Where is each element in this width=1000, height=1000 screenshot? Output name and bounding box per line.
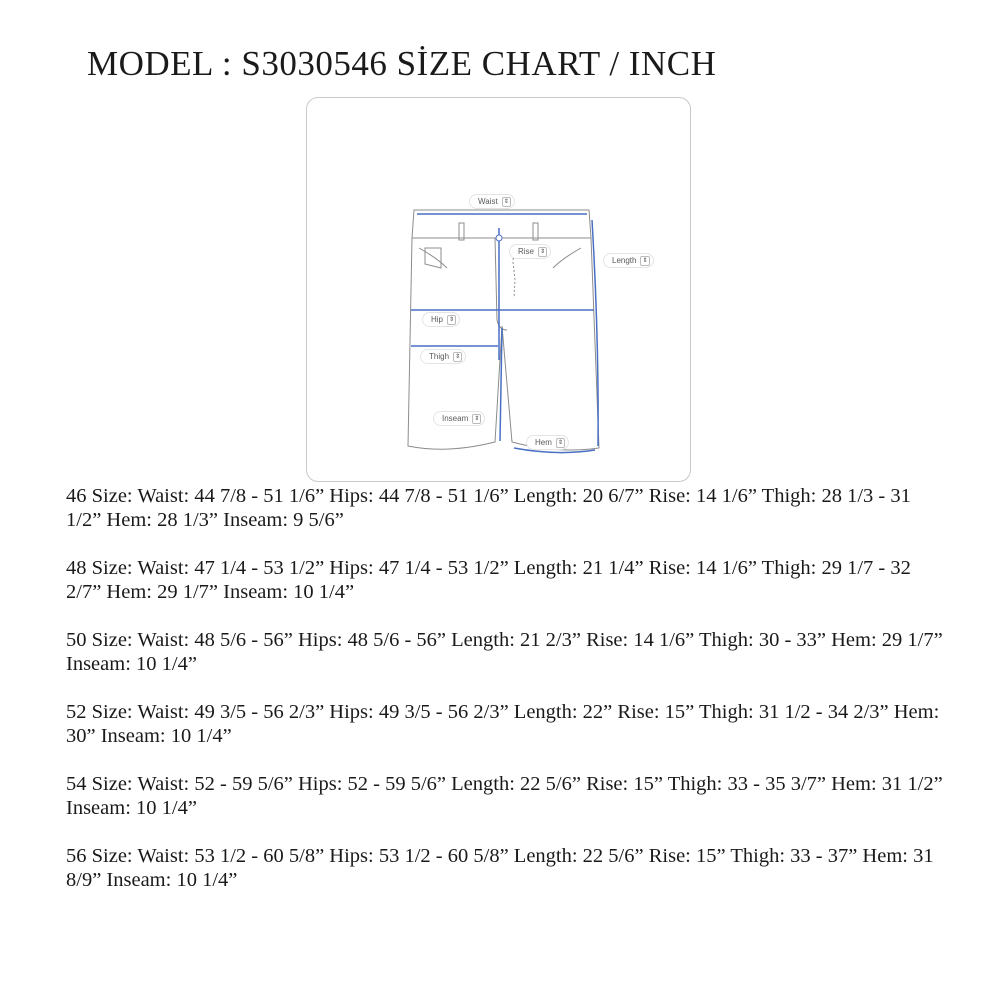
size-entry-50: 50 Size: Waist: 48 5/6 - 56” Hips: 48 5/6 - 56” Length: 21 2/3” Rise: 14 1/6” Thigh: 30 - 33” Hem: 29 1/7” Inseam: 10 1/4”: [66, 629, 943, 675]
label-hem: Hem ⇕: [527, 436, 568, 449]
pocket-left: [419, 248, 447, 268]
pocket-right: [553, 248, 581, 268]
fly-seam: [495, 238, 507, 330]
stepper-icon: ⇕: [474, 415, 480, 422]
label-thigh: Thigh ⇕: [421, 350, 465, 363]
label-length: Length ⇕: [604, 254, 653, 267]
rise-marker: [496, 235, 502, 241]
size-entry-48: 48 Size: Waist: 47 1/4 - 53 1/2” Hips: 47 1/4 - 53 1/2” Length: 21 1/4” Rise: 14 1/6” Thigh: 29 1/7 - 32 2/7” Hem: 29 1/7” Inseam: 10 1/4”: [66, 557, 911, 603]
stepper-icon: ⇕: [557, 439, 563, 446]
label-inseam: Inseam ⇕: [434, 412, 484, 425]
size-entry-56: 56 Size: Waist: 53 1/2 - 60 5/8” Hips: 53 1/2 - 60 5/8” Length: 22 5/6” Rise: 15” Thigh: 33 - 37” Hem: 31 8/9” Inseam: 10 1/4”: [66, 845, 934, 891]
stepper-icon: ⇕: [503, 198, 509, 205]
size-entry-52: 52 Size: Waist: 49 3/5 - 56 2/3” Hips: 49 3/5 - 56 2/3” Length: 22” Rise: 15” Thigh: 31 1/2 - 34 2/3” Hem: 30” Inseam: 10 1/4”: [66, 701, 940, 747]
stepper-icon: ⇕: [455, 353, 461, 360]
inseam-measure: [500, 328, 502, 441]
stepper-icon: ⇕: [540, 248, 546, 255]
label-waist: Waist ⇕: [470, 195, 514, 208]
page-title: MODEL : S3030546 SİZE CHART / INCH: [87, 44, 717, 83]
shorts-illustration: [307, 98, 692, 483]
size-entry-54: 54 Size: Waist: 52 - 59 5/6” Hips: 52 - 59 5/6” Length: 22 5/6” Rise: 15” Thigh: 33 - 35 3/7” Hem: 31 1/2” Inseam: 10 1/4”: [66, 773, 943, 819]
belt-loop: [459, 223, 464, 240]
stepper-icon: ⇕: [642, 257, 648, 264]
size-list: [66, 484, 946, 916]
belt-loop: [533, 223, 538, 240]
label-hip: Hip ⇕: [423, 313, 459, 326]
size-entry-46: 46 Size: Waist: 44 7/8 - 51 1/6” Hips: 44 7/8 - 51 1/6” Length: 20 6/7” Rise: 14 1/6” Thigh: 28 1/3 - 31 1/2” Hem: 28 1/3” Inseam: 9 5/6”: [66, 485, 911, 531]
label-rise: Rise ⇕: [510, 245, 550, 258]
shorts-diagram: [306, 97, 691, 482]
coin-pocket: [425, 248, 441, 268]
stepper-icon: ⇕: [449, 316, 455, 323]
